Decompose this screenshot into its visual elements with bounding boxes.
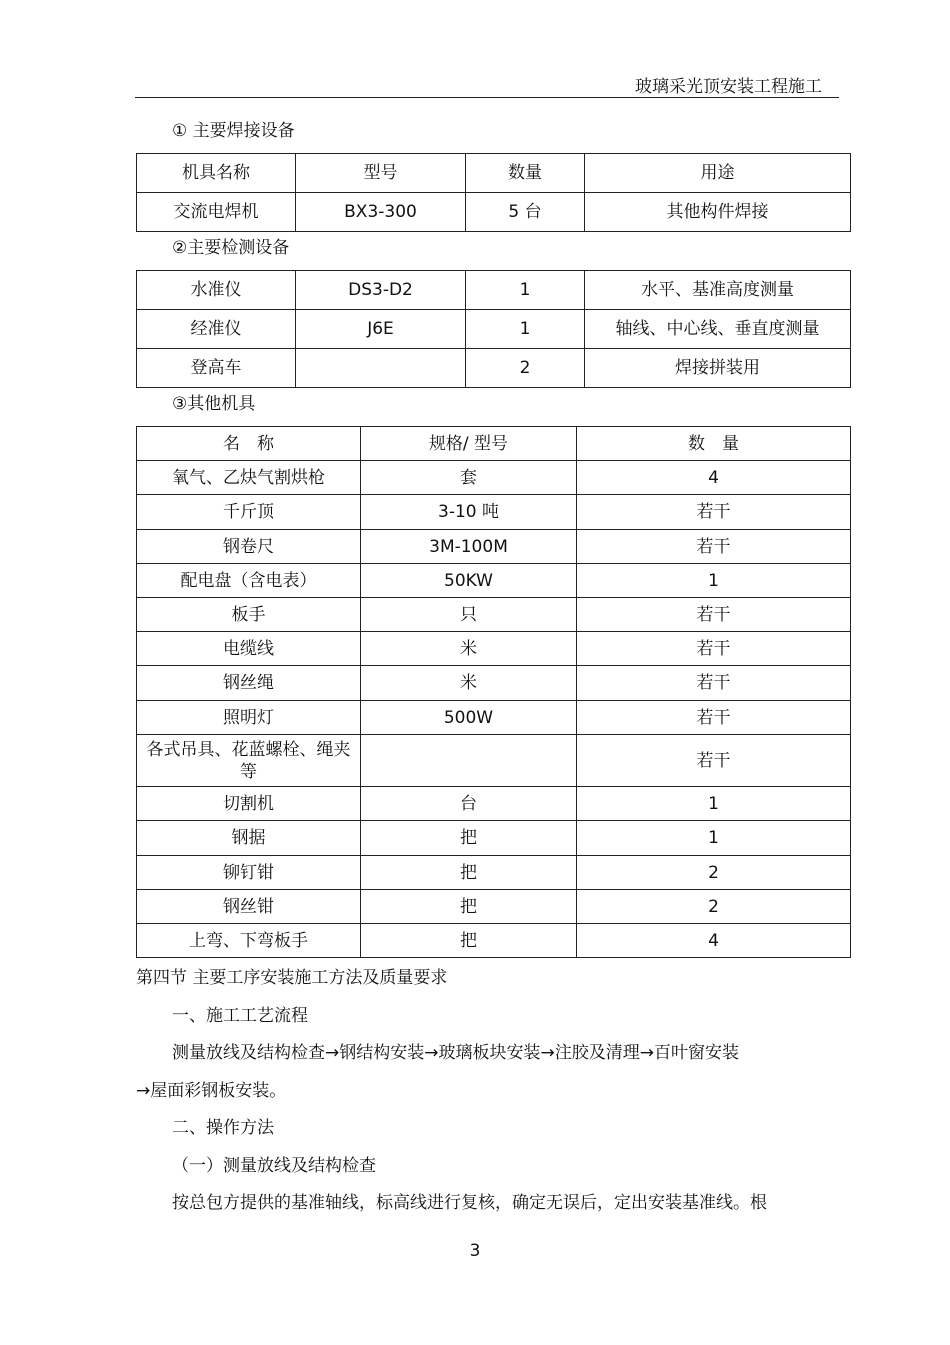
- table-row: [137, 598, 851, 632]
- table-cell: 氧气、乙炔气割烘枪: [137, 461, 361, 495]
- table-cell: 若干: [577, 598, 851, 632]
- table-row: [137, 193, 851, 232]
- testing-section-title: ②主要检测设备: [172, 238, 290, 258]
- body-text: 按总包方提供的基准轴线，标高线进行复核，确定无误后，定出安装基准线。根: [172, 1193, 767, 1213]
- table-cell: 上弯、下弯板手: [137, 924, 361, 958]
- header-cell: 名 称: [137, 427, 361, 461]
- table-cell: 把: [361, 821, 577, 856]
- header-cell: 用途: [585, 154, 851, 193]
- table-cell: 2: [466, 349, 585, 388]
- table-cell: BX3-300: [296, 193, 466, 232]
- table-cell: 板手: [137, 598, 361, 632]
- table-cell: 1: [577, 821, 851, 856]
- table-cell: 米: [361, 632, 577, 666]
- table-cell: 500W: [361, 701, 577, 735]
- table-cell: 若干: [577, 530, 851, 564]
- table-cell: 3-10 吨: [361, 495, 577, 530]
- header-cell: 型号: [296, 154, 466, 193]
- table-cell: 钢据: [137, 821, 361, 856]
- table-cell: 1: [577, 564, 851, 598]
- table-cell: 把: [361, 890, 577, 924]
- table-row: [137, 890, 851, 924]
- table-cell: 把: [361, 856, 577, 890]
- table-row: [137, 701, 851, 735]
- table-header-row: [137, 427, 851, 461]
- section-heading: 第四节 主要工序安装施工方法及质量要求: [136, 968, 448, 988]
- testing-equipment-table: [136, 270, 851, 388]
- table-cell: 台: [361, 787, 577, 821]
- table-cell: 若干: [577, 735, 851, 787]
- table-cell: 米: [361, 666, 577, 701]
- table-row: [137, 564, 851, 598]
- header-cell: 规格/ 型号: [361, 427, 577, 461]
- other-tools-section-title: ③其他机具: [172, 394, 256, 414]
- table-row: [137, 821, 851, 856]
- table-cell: 1: [466, 271, 585, 310]
- table-cell: 2: [577, 856, 851, 890]
- table-cell: J6E: [296, 310, 466, 349]
- table-cell: 配电盘（含电表）: [137, 564, 361, 598]
- table-cell: 5 台: [466, 193, 585, 232]
- table-row: [137, 349, 851, 388]
- table-cell: 钢丝钳: [137, 890, 361, 924]
- table-cell: 把: [361, 924, 577, 958]
- table-cell: 4: [577, 461, 851, 495]
- table-cell: 只: [361, 598, 577, 632]
- table-cell: 1: [466, 310, 585, 349]
- table-cell: 切割机: [137, 787, 361, 821]
- table-cell: 套: [361, 461, 577, 495]
- table-row: [137, 787, 851, 821]
- table-cell: 若干: [577, 666, 851, 701]
- table-cell: 千斤顶: [137, 495, 361, 530]
- table-cell: 照明灯: [137, 701, 361, 735]
- table-cell: 若干: [577, 701, 851, 735]
- table-row: [137, 735, 851, 787]
- table-cell: 交流电焊机: [137, 193, 296, 232]
- table-cell: 水准仪: [137, 271, 296, 310]
- table-row: [137, 666, 851, 701]
- table-cell: 2: [577, 890, 851, 924]
- flow-text-line: 测量放线及结构检查→钢结构安装→玻璃板块安装→注胶及清理→百叶窗安装: [172, 1043, 739, 1063]
- table-cell: 其他构件焊接: [585, 193, 851, 232]
- table-cell: 电缆线: [137, 632, 361, 666]
- header-rule: [135, 97, 839, 98]
- table-row: [137, 530, 851, 564]
- header-cell: 机具名称: [137, 154, 296, 193]
- table-cell: 铆钉钳: [137, 856, 361, 890]
- table-row: [137, 632, 851, 666]
- header-cell: 数量: [466, 154, 585, 193]
- item-heading: 一、施工工艺流程: [172, 1006, 308, 1026]
- table-row: [137, 495, 851, 530]
- table-cell: DS3-D2: [296, 271, 466, 310]
- table-row: [137, 271, 851, 310]
- table-cell: 焊接拼装用: [585, 349, 851, 388]
- sub-heading: （一）测量放线及结构检查: [172, 1156, 376, 1176]
- table-cell: 登高车: [137, 349, 296, 388]
- table-row: [137, 310, 851, 349]
- table-row: [137, 461, 851, 495]
- table-cell: 轴线、中心线、垂直度测量: [585, 310, 851, 349]
- table-cell: 4: [577, 924, 851, 958]
- table-header-row: [137, 154, 851, 193]
- other-tools-table: [136, 426, 851, 958]
- table-row: [137, 924, 851, 958]
- table-cell: [296, 349, 466, 388]
- welding-section-title: ① 主要焊接设备: [172, 121, 295, 141]
- table-cell: 各式吊具、花蓝螺栓、绳夹等: [137, 735, 361, 787]
- table-row: [137, 856, 851, 890]
- table-cell: 水平、基准高度测量: [585, 271, 851, 310]
- item-heading: 二、操作方法: [172, 1118, 274, 1138]
- flow-text-line: →屋面彩钢板安装。: [136, 1081, 287, 1101]
- table-cell: 钢卷尺: [137, 530, 361, 564]
- header-cell: 数 量: [577, 427, 851, 461]
- header-title: 玻璃采光顶安装工程施工: [635, 77, 822, 97]
- table-cell: [361, 735, 577, 787]
- table-cell: 钢丝绳: [137, 666, 361, 701]
- welding-equipment-table: [136, 153, 851, 232]
- table-cell: 50KW: [361, 564, 577, 598]
- table-cell: 1: [577, 787, 851, 821]
- page-number: 3: [469, 1241, 481, 1261]
- table-cell: 3M-100M: [361, 530, 577, 564]
- table-cell: 若干: [577, 495, 851, 530]
- table-cell: 经准仪: [137, 310, 296, 349]
- table-cell: 若干: [577, 632, 851, 666]
